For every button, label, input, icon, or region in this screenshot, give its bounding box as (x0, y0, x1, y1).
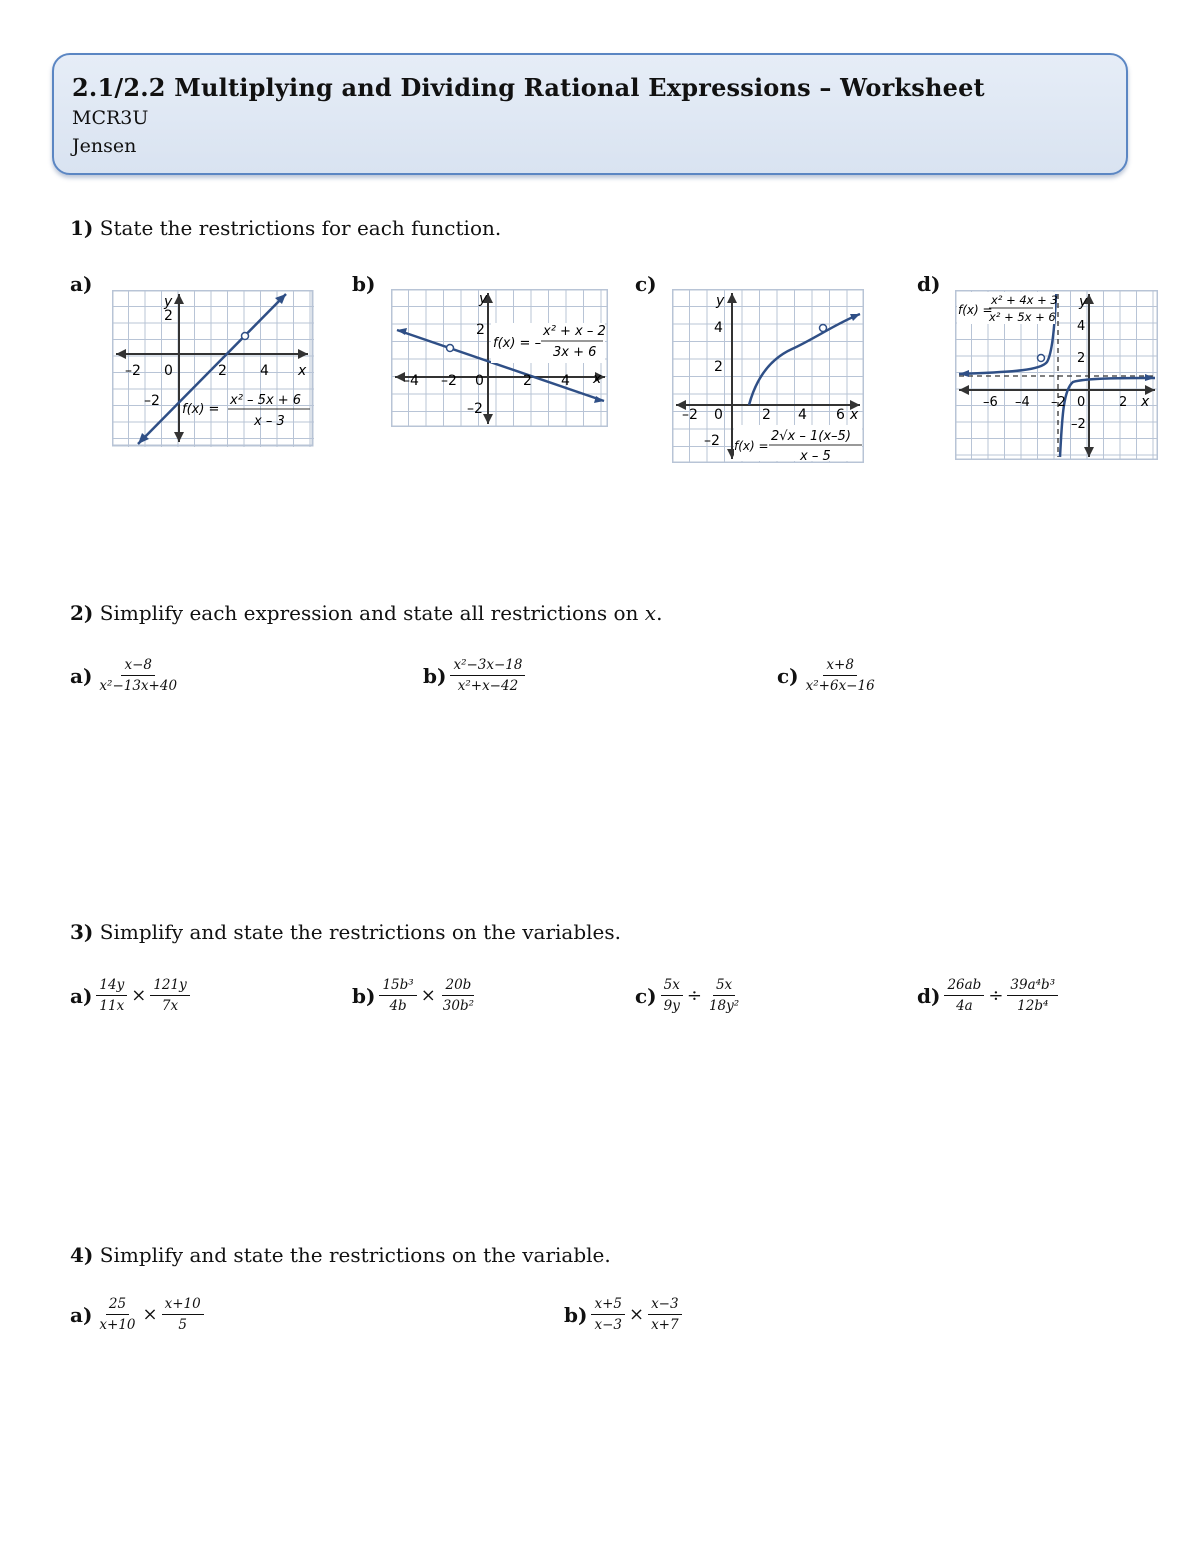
numerator: 15b³ (379, 977, 416, 996)
graph-c-x-label: x (850, 407, 859, 423)
question-1-number: 1) (70, 216, 94, 240)
q3-item-b (352, 977, 479, 1014)
graph-d-tick: 0 (1077, 395, 1086, 410)
graph-d-hole (1038, 355, 1045, 362)
denominator: 11x (99, 998, 125, 1014)
operator: × (628, 1304, 645, 1325)
numerator: 5x (713, 977, 735, 996)
graph-d-tick: –4 (1015, 395, 1030, 410)
graph-c-tick: 2 (714, 359, 723, 375)
graph-a-denominator: x – 3 (254, 414, 285, 429)
q3-item-c (635, 977, 744, 1014)
graph-a (112, 290, 314, 447)
graph-a-tick: –2 (125, 363, 141, 379)
graph-b-hole (447, 345, 454, 352)
q1-label-d: d) (917, 272, 941, 296)
numerator: 5x (661, 977, 683, 996)
graph-d-fx-label: f(x) = (958, 303, 993, 317)
graph-a-hole (242, 333, 249, 340)
teacher-name: Jensen (72, 135, 137, 157)
graph-b-tick: 2 (523, 373, 532, 389)
numerator: x+10 (162, 1296, 204, 1315)
q1-label-a: a) (70, 272, 93, 296)
graph-b-tick: –2 (467, 401, 483, 417)
q2-item-b-fraction (450, 657, 525, 694)
question-2-number: 2) (70, 601, 94, 625)
graph-a-tick: –2 (144, 393, 160, 409)
graph-d-tick: 2 (1077, 351, 1086, 366)
question-4-text: Simplify and state the restrictions on the variable. (99, 1243, 611, 1267)
graph-b-tick: 0 (475, 373, 484, 389)
graph-c-tick: 4 (798, 407, 807, 423)
denominator: 18y² (708, 998, 740, 1014)
question-2-text: Simplify each expression and state all restrictions on (99, 601, 645, 625)
numerator: x+5 (591, 1296, 625, 1315)
graph-a-tick: 2 (164, 308, 173, 324)
graph-d-tick: –2 (1051, 395, 1066, 410)
question-2-period: . (656, 601, 663, 625)
graph-a-y-label: y (164, 294, 173, 310)
graph-b (391, 289, 608, 427)
question-3-number: 3) (70, 920, 94, 944)
q4-item-b (564, 1296, 684, 1333)
operator: ÷ (988, 985, 1004, 1006)
q3-item-a-label: a) (70, 983, 93, 1008)
graph-c-tick: 4 (714, 320, 723, 336)
graph-b-tick: –2 (441, 373, 457, 389)
graph-c-fx-label: f(x) = (734, 439, 769, 453)
graph-b-y-label: y (479, 291, 488, 307)
q4-item-a-label: a) (70, 1302, 93, 1327)
numerator: 26ab (944, 977, 984, 996)
worksheet-title: 2.1/2.2 Multiplying and Dividing Rational Expressions – Worksheet (72, 73, 985, 102)
q1-label-c: c) (635, 272, 657, 296)
graph-b-numerator: x² + x – 2 (543, 324, 606, 339)
question-3 (70, 920, 621, 944)
graph-b-tick: –4 (403, 373, 419, 389)
graph-a-tick: 4 (260, 363, 269, 379)
denominator: 4a (956, 998, 973, 1014)
numerator: 121y (150, 977, 189, 996)
numerator: x−3 (648, 1296, 682, 1315)
denominator: x²−13x+40 (99, 678, 178, 694)
q3-item-b-label: b) (352, 983, 376, 1008)
operator: × (131, 985, 147, 1006)
graph-c-hole (820, 325, 827, 332)
question-3-text: Simplify and state the restrictions on the variables. (99, 920, 621, 944)
graph-c-tick: 0 (714, 407, 723, 423)
operator: × (142, 1304, 158, 1325)
q2-item-b (423, 657, 527, 694)
graph-d-numerator: x² + 4x + 3 (991, 293, 1058, 307)
graph-a-fx-label: f(x) = (182, 402, 220, 417)
denominator: 4b (389, 998, 407, 1014)
graph-b-tick: 4 (561, 373, 570, 389)
worksheet-header (52, 53, 1128, 175)
question-2 (70, 601, 662, 625)
graph-a-tick: 0 (164, 363, 173, 379)
denominator: x+7 (651, 1317, 679, 1333)
graph-d-y-label: y (1079, 294, 1088, 310)
graph-d (955, 290, 1158, 460)
graph-c-tick: 6 (836, 407, 845, 423)
denominator: 12b⁴ (1017, 998, 1049, 1014)
numerator: 39a⁴b³ (1007, 977, 1058, 996)
graph-b-x-label: x (593, 371, 602, 387)
q2-item-c (777, 657, 880, 694)
q1-label-b: b) (352, 272, 376, 296)
question-1-text: State the restrictions for each function. (99, 216, 502, 240)
operator: ÷ (686, 985, 702, 1006)
question-2-variable: x (644, 601, 657, 625)
q2-item-a (70, 657, 182, 694)
q3-item-d-label: d) (917, 983, 941, 1008)
graph-d-tick: 2 (1119, 395, 1128, 410)
q2-item-c-fraction (803, 657, 878, 694)
q2-item-b-label: b) (423, 663, 447, 688)
graph-c-tick: –2 (704, 433, 720, 449)
question-4-number: 4) (70, 1243, 94, 1267)
graph-c-numerator: 2√x – 1(x–5) (771, 429, 851, 444)
numerator: 20b (442, 977, 474, 996)
q4-item-a (70, 1296, 206, 1333)
q3-item-c-label: c) (635, 983, 657, 1008)
graph-d-tick: 4 (1077, 319, 1086, 334)
graph-a-numerator: x² – 5x + 6 (230, 393, 302, 408)
graph-d-x-label: x (1141, 394, 1150, 410)
graph-a-x-label: x (298, 363, 307, 379)
denominator: 7x (161, 998, 179, 1014)
q2-item-a-label: a) (70, 663, 93, 688)
graph-a-tick: 2 (218, 363, 227, 379)
operator: × (420, 985, 436, 1006)
question-4 (70, 1243, 611, 1267)
graph-c-y-label: y (716, 293, 725, 309)
numerator: x+8 (823, 657, 857, 676)
denominator: x²+x−42 (457, 678, 519, 694)
graph-c (672, 289, 864, 463)
denominator: x−3 (594, 1317, 622, 1333)
graph-d-denominator: x² + 5x + 6 (989, 310, 1056, 324)
numerator: 25 (106, 1296, 129, 1315)
question-1 (70, 216, 501, 240)
numerator: x−8 (121, 657, 155, 676)
graph-c-denominator: x – 5 (800, 449, 831, 463)
denominator: 5 (178, 1317, 187, 1333)
graph-d-tick: –6 (983, 395, 998, 410)
graph-d-tick: –2 (1071, 417, 1086, 432)
denominator: 9y (663, 998, 680, 1014)
q4-item-b-label: b) (564, 1302, 588, 1327)
q2-item-a-fraction (96, 657, 180, 694)
denominator: x+10 (99, 1317, 136, 1333)
graph-c-tick: 2 (762, 407, 771, 423)
denominator: 30b² (442, 998, 475, 1014)
course-code: MCR3U (72, 107, 149, 129)
numerator: x²−3x−18 (450, 657, 525, 676)
q3-item-a (70, 977, 192, 1014)
q2-item-c-label: c) (777, 663, 799, 688)
graph-b-tick: 2 (476, 322, 485, 338)
q3-item-d (917, 977, 1060, 1014)
denominator: x²+6x−16 (805, 678, 875, 694)
graph-b-denominator: 3x + 6 (553, 345, 597, 360)
graph-c-tick: –2 (682, 407, 698, 423)
numerator: 14y (96, 977, 127, 996)
graph-b-fx-label: f(x) = – (493, 336, 542, 351)
